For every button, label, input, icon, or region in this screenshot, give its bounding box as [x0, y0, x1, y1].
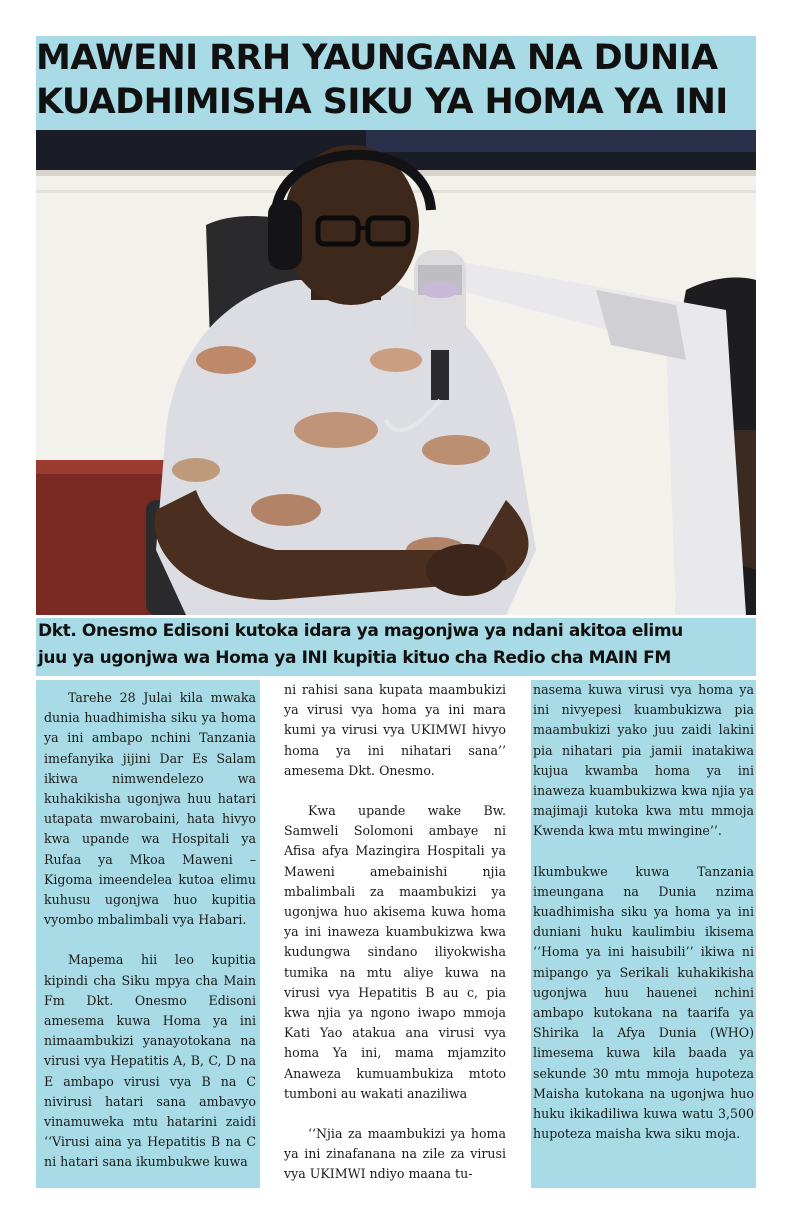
article-photo — [36, 130, 756, 615]
paragraph: ni rahisi sana kupata maambukizi ya virusi vya homa ya ini mara kumi ya virusi vya UKIMWI hivyo homa ya ini nihatari sana’’ amesema Dkt. Onesmo. — [284, 682, 506, 778]
headline-line-1: MAWENI RRH YAUNGANA NA DUNIA — [36, 38, 718, 78]
paragraph: ‘‘Njia za maambukizi ya homa ya ini zinafanana na zile za virusi vya UKIMWI ndiyo maana tu- — [284, 1126, 506, 1182]
photo-caption — [36, 618, 756, 676]
caption-line-2: juu ya ugonjwa wa Homa ya INI kupitia kituo cha Redio cha MAIN FM — [38, 648, 671, 668]
headline-line-2: KUADHIMISHA SIKU YA HOMA YA INI — [36, 82, 728, 122]
paragraph: Kwa upande wake Bw. Samweli Solomoni ambaye ni Afisa afya Mazingira Hospitali ya Maweni amebainishi njia mbalimbali za maambukizi ya ugonjwa huo akisema kuwa homa ya ini inaweza kuambukizwa kwa kudungwa sindano iliyokwisha tumika na mtu aliye kuwa na virusi vya Hepatitis B au c, pia kwa njia ya ngono iwapo mmoja Kati Yao atakua ana virusi vya homa Ya ini, mama mjamzito Anaweza kumuambukiza mtoto tumboni au wakati anaziliwa — [284, 803, 506, 1101]
paragraph: Mapema hii leo kupitia kipindi cha Siku mpya cha Main Fm Dkt. Onesmo Edisoni amesema kuwa Homa ya ini nimaambukizi yanayotokana na virusi vya Hepatitis A, B, C, D na E ambapo virusi vya B na C nivirusi hatari sana ambavyo vinamuweka mtu hatarini zaidi ‘‘Virusi aina ya Hepatitis B na C ni hatari sana ikumbukwe kuwa — [44, 952, 256, 1170]
paragraph: nasema kuwa virusi vya homa ya ini nivyepesi kuambukizwa pia maambukizi yako juu zaidi lakini pia nihatari pia jamii inatakiwa kujua kwamba homa ya ini inaweza kuambukizwa kwa njia ya majimaji kutoka kwa mtu mmoja Kwenda kwa mtu mwingine’’. — [533, 682, 754, 839]
paragraph: Tarehe 28 Julai kila mwaka dunia huadhimisha siku ya homa ya ini ambapo nchini Tanzania imefanyika jijini Dar Es Salam ikiwa nimwendelezo wa kuhakikisha ugonjwa huu hatari utapata mwarobaini, hata hivyo kwa upande wa Hospitali ya Rufaa ya Mkoa Maweni – Kigoma imeendelea kutoa elimu kuhusu ugonjwa huo kupitia vyombo mbalimbali vya Habari. — [44, 690, 256, 928]
headline-banner — [36, 36, 756, 130]
paragraph: Ikumbukwe kuwa Tanzania imeungana na Dunia nzima kuadhimisha siku ya homa ya ini duniani huku kaulimbiu ikisema ‘‘Homa ya ini haisubili’’ ikiwa ni mipango ya Serikali kuhakikisha ugonjwa huu hauenei nchini ambapo kutokana na taarifa ya Shirika la Afya Dunia (WHO) limesema kuwa kila baada ya sekunde 30 mtu mmoja hupoteza Maisha kutokana na ugonjwa huo huku ikikadiliwa kuwa watu 3,500 hupoteza maisha kwa siku moja. — [533, 863, 754, 1142]
article-column-3 — [531, 680, 756, 1188]
article-column-2 — [284, 680, 508, 1188]
caption-line-1: Dkt. Onesmo Edisoni kutoka idara ya magonjwa ya ndani akitoa elimu — [38, 621, 683, 641]
radio-studio-photo — [36, 130, 756, 615]
article-column-1 — [36, 680, 260, 1188]
